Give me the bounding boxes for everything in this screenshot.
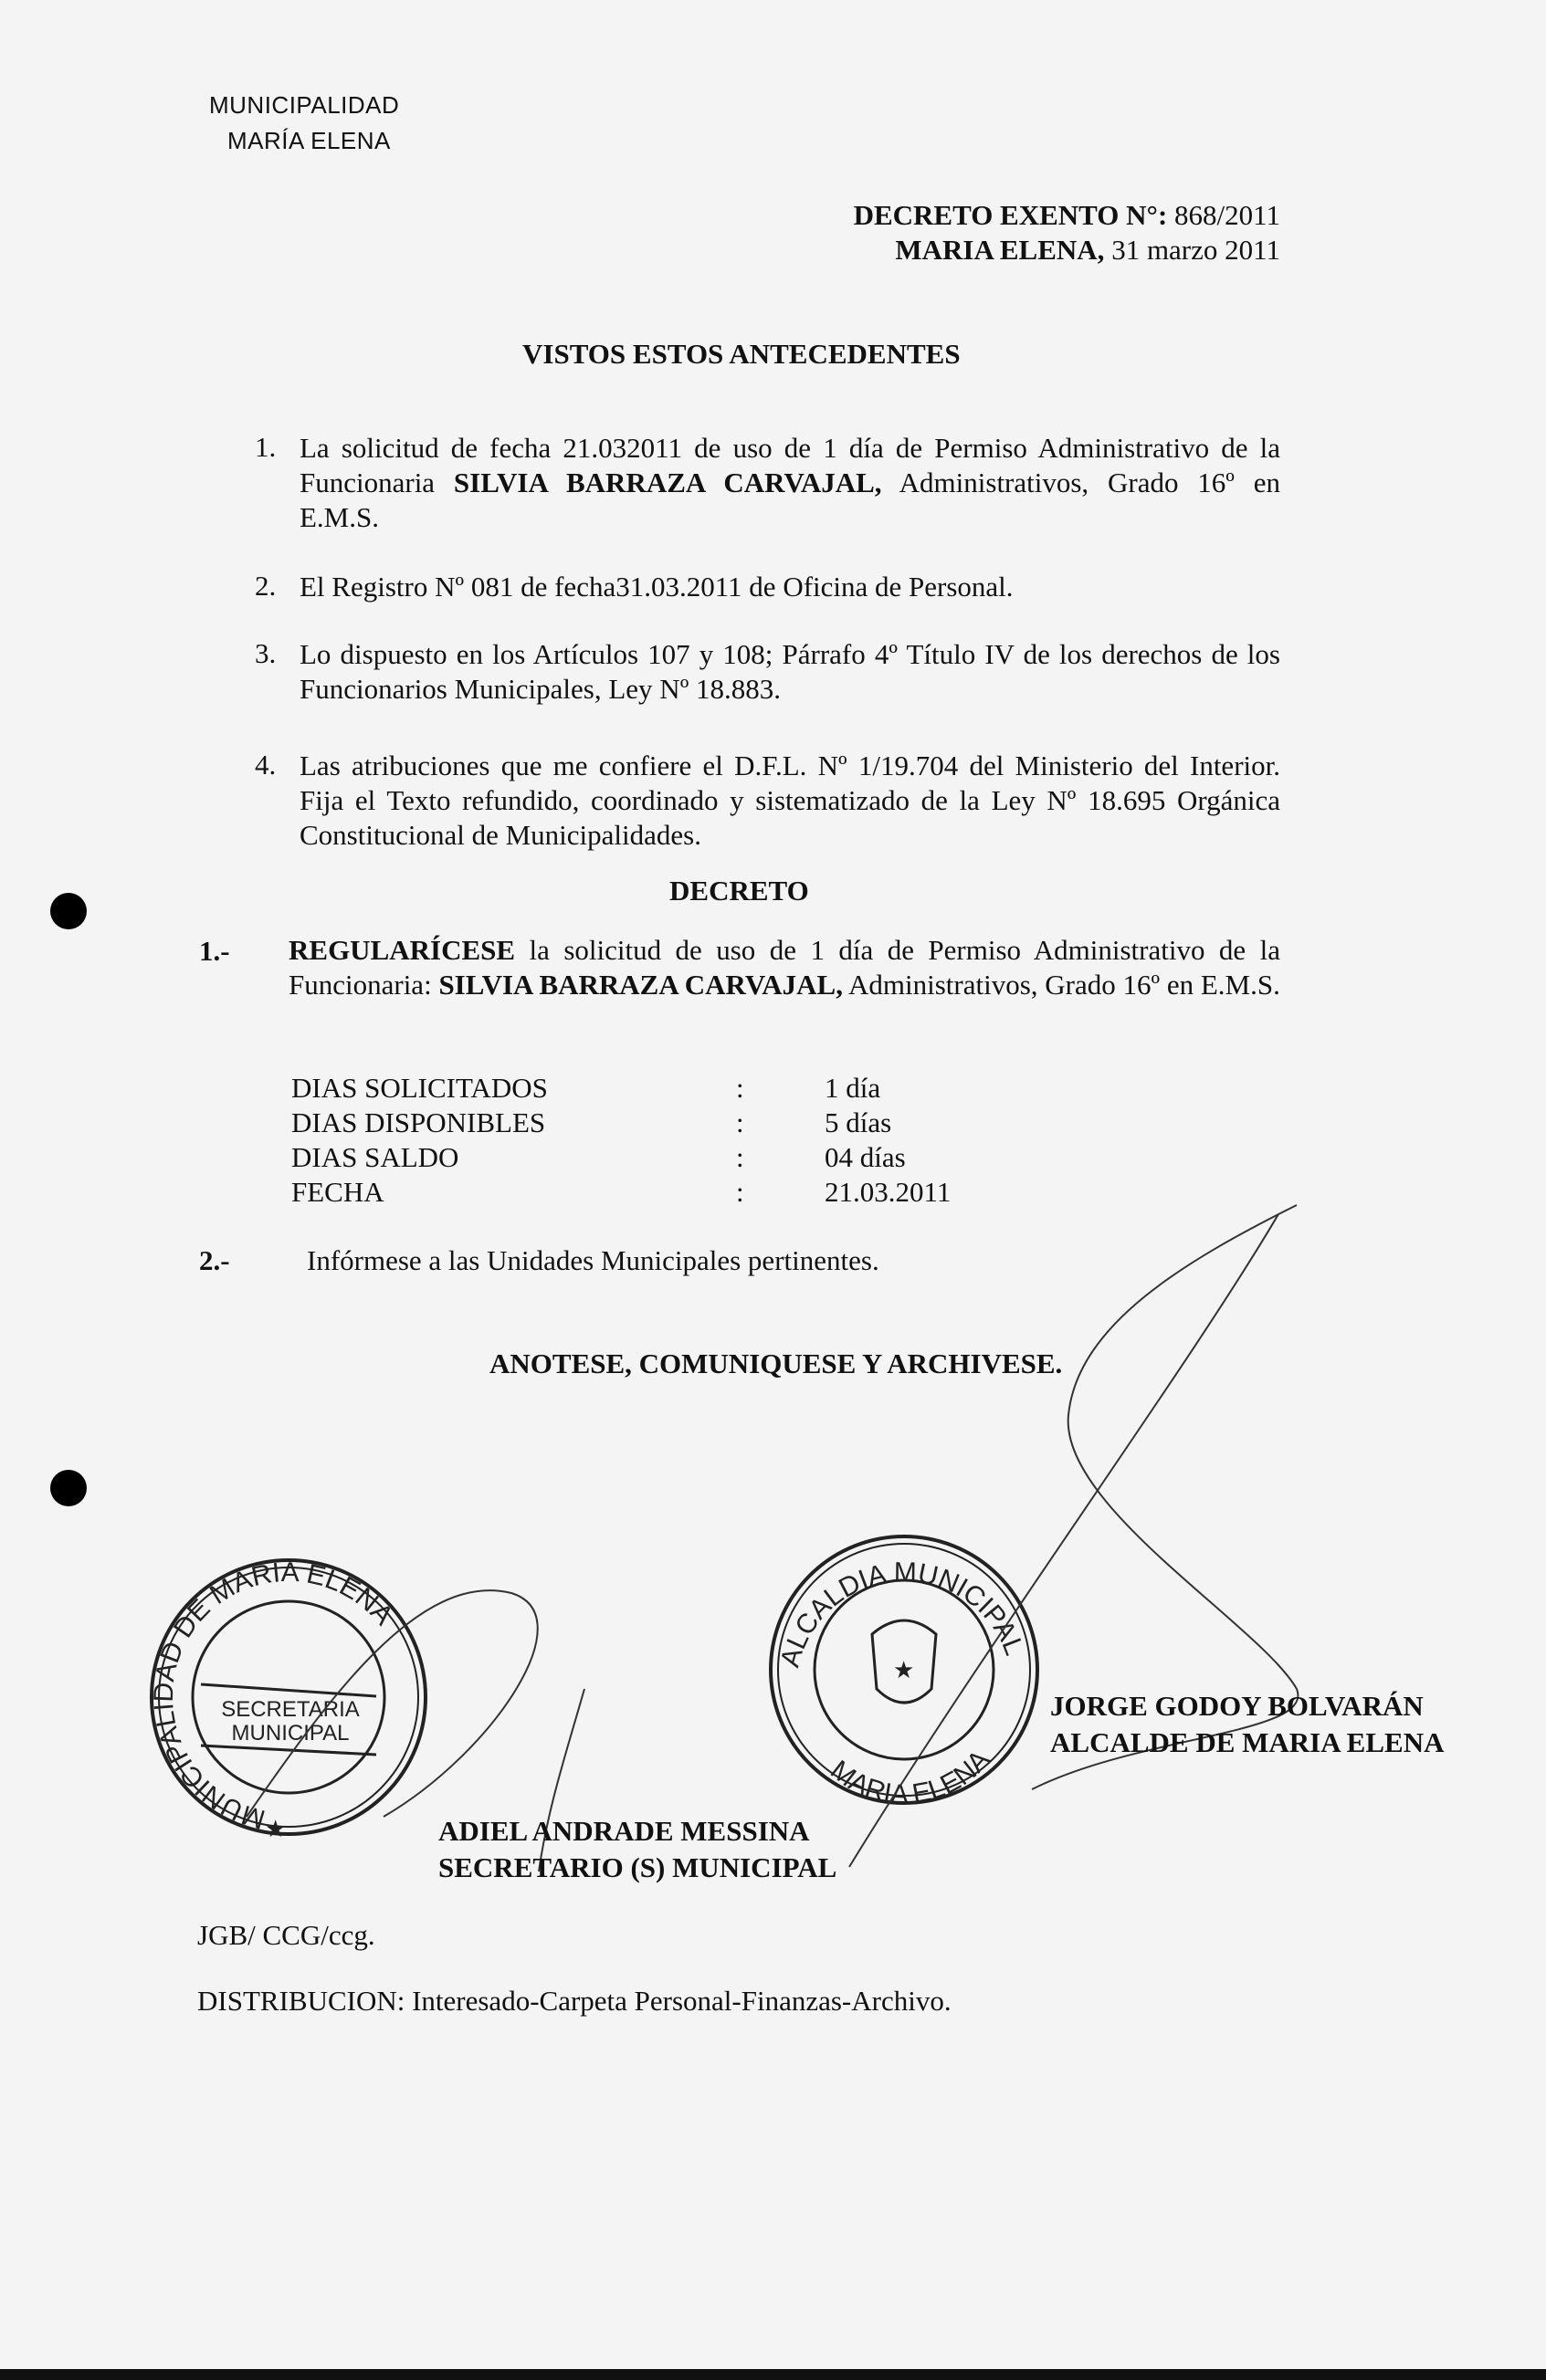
letterhead-line1: MUNICIPALIDAD: [209, 91, 400, 119]
table-label: DIAS DISPONIBLES: [291, 1106, 546, 1138]
right-signer-title: ALCALDE DE MARIA ELENA: [1050, 1726, 1445, 1758]
item-number: 1.: [255, 431, 277, 463]
svg-text:MUNICIPALIDAD DE MARIA ELENA: MUNICIPALIDAD DE MARIA ELENA: [148, 1557, 399, 1835]
article-text: la solicitud de uso de 1 día de Permiso Administrativo de la Funcionaria:: [289, 934, 1280, 1001]
item-number: 3.: [255, 637, 277, 669]
item-number: 2.: [255, 570, 277, 602]
right-stamp: [771, 1536, 1037, 1810]
decree-number: 868/2011: [1174, 199, 1280, 231]
left-stamp: [149, 1557, 426, 1842]
employee-name: SILVIA BARRAZA CARVAJAL,: [453, 467, 882, 498]
article-number: 1.-: [199, 935, 230, 967]
table-value: 21.03.2011: [825, 1176, 952, 1208]
table-label: DIAS SALDO: [291, 1141, 459, 1173]
decree-date: 31 marzo 2011: [1111, 234, 1280, 266]
item-text: Administrativos, Grado 16º en E.M.S.: [300, 467, 1280, 533]
table-label: FECHA: [291, 1176, 384, 1208]
distribution: [197, 1983, 952, 2018]
svg-text:★: ★: [265, 1816, 287, 1842]
item-number: 4.: [255, 749, 277, 781]
decreto-title: DECRETO: [669, 875, 809, 907]
left-signer-name: ADIEL ANDRADE MESSINA: [438, 1815, 810, 1847]
closing-formula: ANOTESE, COMUNIQUESE Y ARCHIVESE.: [489, 1347, 1063, 1379]
initials: JGB/ CCG/ccg.: [197, 1919, 375, 1951]
article-verb: REGULARÍCESE: [289, 934, 516, 966]
table-sep: :: [736, 1072, 744, 1104]
vistos-item-2: El Registro Nº 081 de fecha31.03.2011 de Oficina de Personal.: [300, 571, 1014, 603]
vistos-item-4: Las atribuciones que me confiere el D.F.L. Nº 1/19.704 del Ministerio del Interior. Fija el Texto refundido, coordinado y sistematizado de la Ley Nº 18.695 Orgánica Constitucional de Municipalidades.: [300, 750, 1280, 851]
table-value: 5 días: [825, 1106, 892, 1138]
table-label: DIAS SOLICITADOS: [291, 1072, 548, 1104]
left-signer-title: SECRETARIO (S) MUNICIPAL: [438, 1851, 837, 1883]
table-value: 1 día: [825, 1072, 881, 1104]
table-sep: :: [736, 1106, 744, 1138]
distribution-label: DISTRIBUCION:: [197, 1985, 405, 2017]
distribution-value: Interesado-Carpeta Personal-Finanzas-Archivo.: [405, 1985, 952, 2017]
table-sep: :: [736, 1176, 744, 1208]
vistos-item-3: Lo dispuesto en los Artículos 107 y 108; Párrafo 4º Título IV de los derechos de los Funcionarios Municipales, Ley Nº 18.883.: [300, 638, 1280, 705]
decree-place: MARIA ELENA,: [895, 234, 1105, 266]
svg-text:ALCALDIA MUNICIPAL: ALCALDIA MUNICIPAL: [774, 1557, 1030, 1671]
letterhead-line2: MARÍA ELENA: [227, 127, 391, 154]
right-signer-name: JORGE GODOY BOLVARÁN: [1050, 1690, 1424, 1722]
item-text: La solicitud de fecha 21.032011 de uso de 1 día de Permiso Administrativo de la Funcionaria: [300, 432, 1280, 498]
svg-text:★: ★: [893, 1657, 915, 1683]
vistos-title: VISTOS ESTOS ANTECEDENTES: [522, 338, 961, 370]
svg-text:MUNICIPAL: MUNICIPAL: [231, 1721, 350, 1746]
decree-number-label: DECRETO EXENTO N°:: [853, 199, 1168, 231]
table-sep: :: [736, 1141, 744, 1173]
article-text: Administrativos, Grado 16º en E.M.S.: [842, 969, 1280, 1001]
employee-name: SILVIA BARRAZA CARVAJAL,: [438, 969, 843, 1001]
article-2: Infórmese a las Unidades Municipales pertinentes.: [307, 1244, 879, 1276]
article-number: 2.-: [199, 1244, 230, 1276]
svg-text:SECRETARIA: SECRETARIA: [221, 1697, 360, 1722]
table-value: 04 días: [825, 1141, 906, 1173]
svg-text:MARIA ELENA: MARIA ELENA: [825, 1744, 996, 1810]
